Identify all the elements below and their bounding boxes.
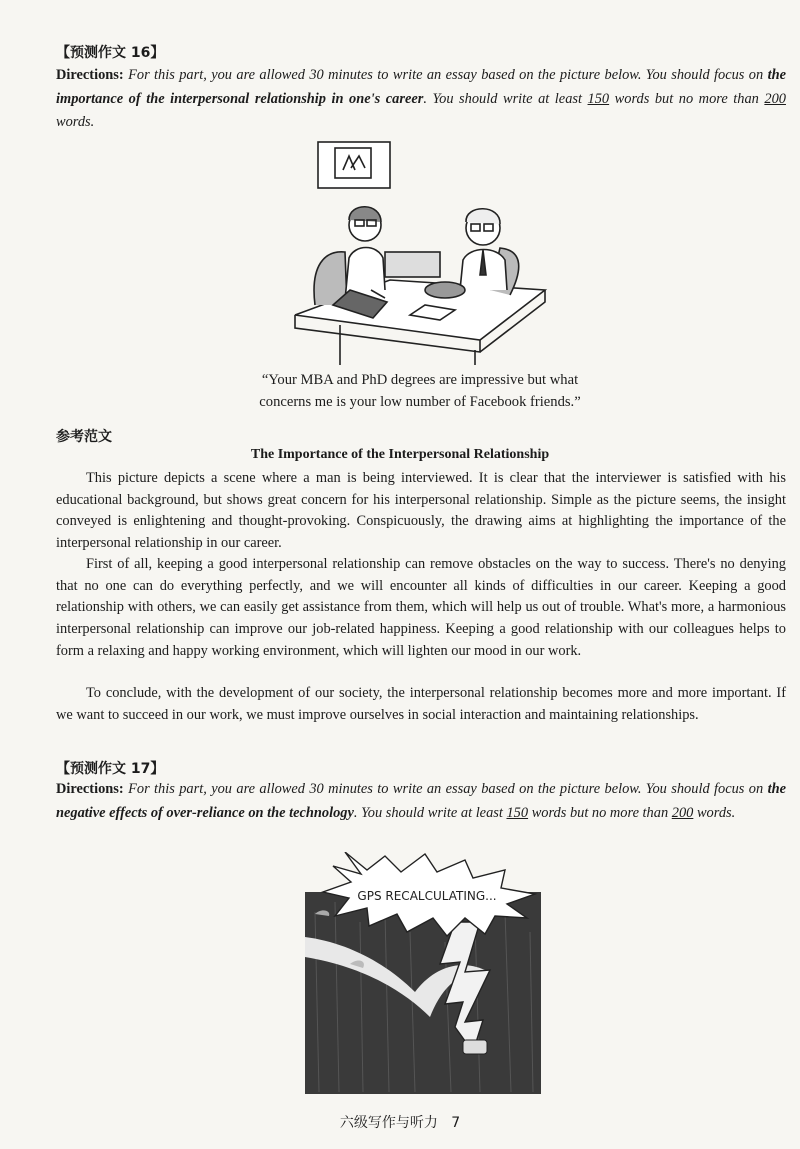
page-number: 7 xyxy=(451,1115,461,1131)
directions-text: . You should write at least xyxy=(423,90,582,107)
page-footer xyxy=(0,1112,800,1132)
directions-text: For this part, you are allowed 30 minutes to write an essay based on the picture below. You should focus on xyxy=(128,67,764,83)
directions-text: . You should write at least xyxy=(353,804,503,821)
word-min: 150 xyxy=(506,804,529,821)
word-max: 200 xyxy=(764,90,786,107)
essay-paragraph-3: To conclude, with the development of our society, the interpersonal relationship becomes more and more important. If we want to succeed in our work, we must improve ourselves in social interaction and maintaining relationships. xyxy=(56,685,786,723)
essay-title: The Importance of the Interpersonal Relationship xyxy=(250,447,550,462)
directions-focus: the importance of the interpersonal relationship in one's career xyxy=(56,67,786,107)
essay17-heading: 【预测作文 17】 xyxy=(56,761,165,777)
interview-cartoon xyxy=(285,140,570,365)
essay17-directions xyxy=(56,778,786,825)
directions-focus: the negative effects of over-reliance on the technology xyxy=(56,781,786,821)
directions-text: words. xyxy=(696,804,736,821)
essay-paragraph-1: This picture depicts a scene where a man is being interviewed. It is clear that the interviewer is satisfied with his educational background, but shows great concern for his interpersonal relationship. Simple as the picture seems, the insight conveyed is enlightening and thought-provoking. Conspicuously, the drawing aims at highlighting the importance of the interpersonal relationship in our career. xyxy=(56,470,786,552)
word-min: 150 xyxy=(587,90,610,107)
caption-line-1: “Your MBA and PhD degrees are impressive but what xyxy=(261,372,579,388)
essay16-directions xyxy=(56,64,786,135)
directions-text: For this part, you are allowed 30 minutes to write an essay based on the picture below. You should focus on xyxy=(128,781,764,797)
gps-cartoon xyxy=(305,852,545,1097)
directions-label: Directions: xyxy=(56,67,124,83)
word-max: 200 xyxy=(671,804,694,821)
caption-line-2: concerns me is your low number of Facebook friends.” xyxy=(259,394,581,410)
directions-text: words. xyxy=(56,114,95,130)
reference-heading: 参考范文 xyxy=(56,429,112,445)
directions-text: words but no more than xyxy=(531,804,669,821)
essay-paragraph-2: First of all, keeping a good interpersonal relationship can remove obstacles on the way to success. There's no denying that no one can do everything perfectly, and we will encounter all kinds of difficulties in our career. Keeping a good relationship with others, we can easily get assistance from them, which will help us out of trouble. What's more, a harmonious interpersonal relationship can improve our job-related happiness. Keeping a good relationship with our colleagues helps to form a relaxing and happy working environment, which will lighten our mood in our work. xyxy=(56,556,786,659)
essay16-heading: 【预测作文 16】 xyxy=(56,45,165,61)
directions-text: words but no more than xyxy=(614,90,759,107)
book-title: 六级写作与听力 xyxy=(339,1115,438,1131)
gps-burst-text: GPS RECALCULATING... xyxy=(357,889,497,903)
directions-label: Directions: xyxy=(56,781,124,797)
cartoon-caption xyxy=(200,369,640,413)
